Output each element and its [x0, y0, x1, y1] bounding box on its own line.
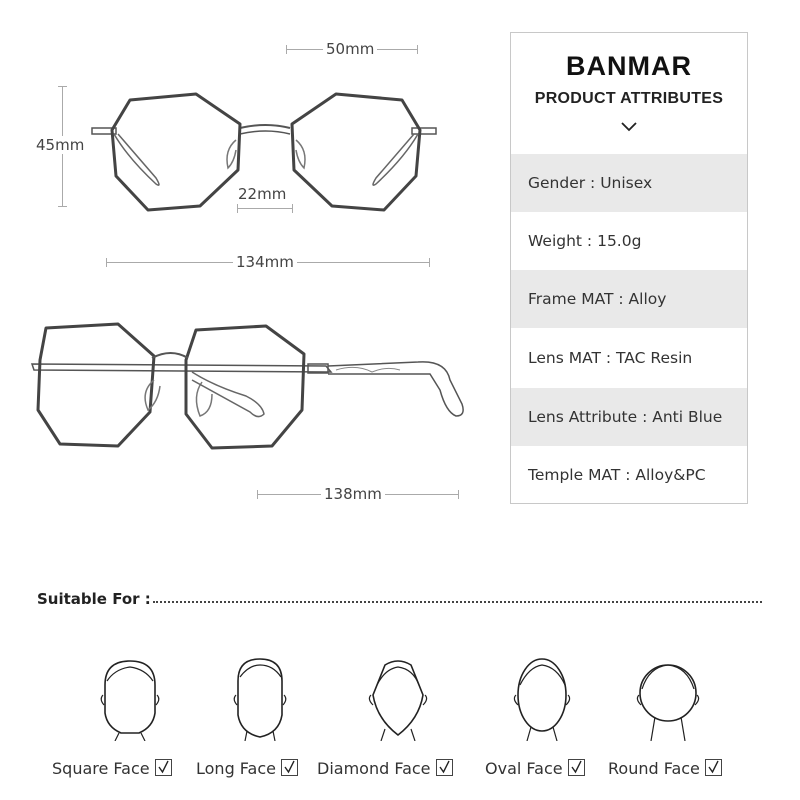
- face-label-diamond: [317, 759, 453, 778]
- attribute-row-weight: Weight : 15.0g: [528, 232, 642, 250]
- temple-length-tick-right: [458, 490, 459, 499]
- oval-face-icon: [507, 655, 577, 741]
- square-face-icon: [95, 655, 165, 741]
- chevron-down-icon: [621, 119, 637, 135]
- lens-width-label: 50mm: [323, 40, 377, 58]
- face-label-long: [196, 759, 298, 778]
- round-face-icon: [633, 655, 703, 741]
- checkbox-checked-icon: [155, 759, 172, 776]
- product-attributes-panel: [510, 32, 748, 504]
- face-label-square-text: Square Face: [52, 759, 150, 778]
- checkbox-checked-icon: [436, 759, 453, 776]
- long-face-icon: [225, 655, 295, 741]
- lens-height-tick-bottom: [58, 206, 67, 207]
- lens-height-label: 45mm: [33, 136, 87, 154]
- face-label-round: [608, 759, 722, 778]
- checkbox-checked-icon: [705, 759, 722, 776]
- face-label-long-text: Long Face: [196, 759, 276, 778]
- face-label-oval-text: Oval Face: [485, 759, 563, 778]
- frame-width-tick-left: [106, 258, 107, 267]
- face-label-oval: [485, 759, 585, 778]
- lens-width-tick-left: [286, 45, 287, 54]
- face-label-round-text: Round Face: [608, 759, 700, 778]
- panel-title: PRODUCT ATTRIBUTES: [534, 90, 724, 107]
- bridge-label: 22mm: [235, 185, 289, 203]
- glasses-angled-view: [26, 320, 468, 456]
- attribute-row-temple-mat: Temple MAT : Alloy&PC: [528, 466, 706, 484]
- attribute-row-lens-attribute: Lens Attribute : Anti Blue: [511, 388, 747, 446]
- face-label-square: [52, 759, 172, 778]
- diamond-face-icon: [363, 655, 433, 741]
- attribute-row-frame-mat: Frame MAT : Alloy: [511, 270, 747, 328]
- temple-length-tick-left: [257, 490, 258, 499]
- bridge-line: [237, 208, 293, 209]
- bridge-tick-left: [237, 204, 238, 213]
- checkbox-checked-icon: [281, 759, 298, 776]
- bridge-tick-right: [292, 204, 293, 213]
- face-label-diamond-text: Diamond Face: [317, 759, 431, 778]
- attribute-row-lens-mat: Lens MAT : TAC Resin: [528, 349, 693, 367]
- brand-logo: BANMAR: [566, 51, 692, 81]
- lens-width-tick-right: [417, 45, 418, 54]
- dotted-divider: [153, 601, 762, 603]
- temple-length-label: 138mm: [321, 485, 385, 503]
- frame-width-tick-right: [429, 258, 430, 267]
- frame-width-label: 134mm: [233, 253, 297, 271]
- suitable-for-label: Suitable For :: [37, 590, 151, 608]
- attribute-row-gender: Gender : Unisex: [511, 154, 747, 212]
- checkbox-checked-icon: [568, 759, 585, 776]
- lens-height-tick-top: [58, 86, 67, 87]
